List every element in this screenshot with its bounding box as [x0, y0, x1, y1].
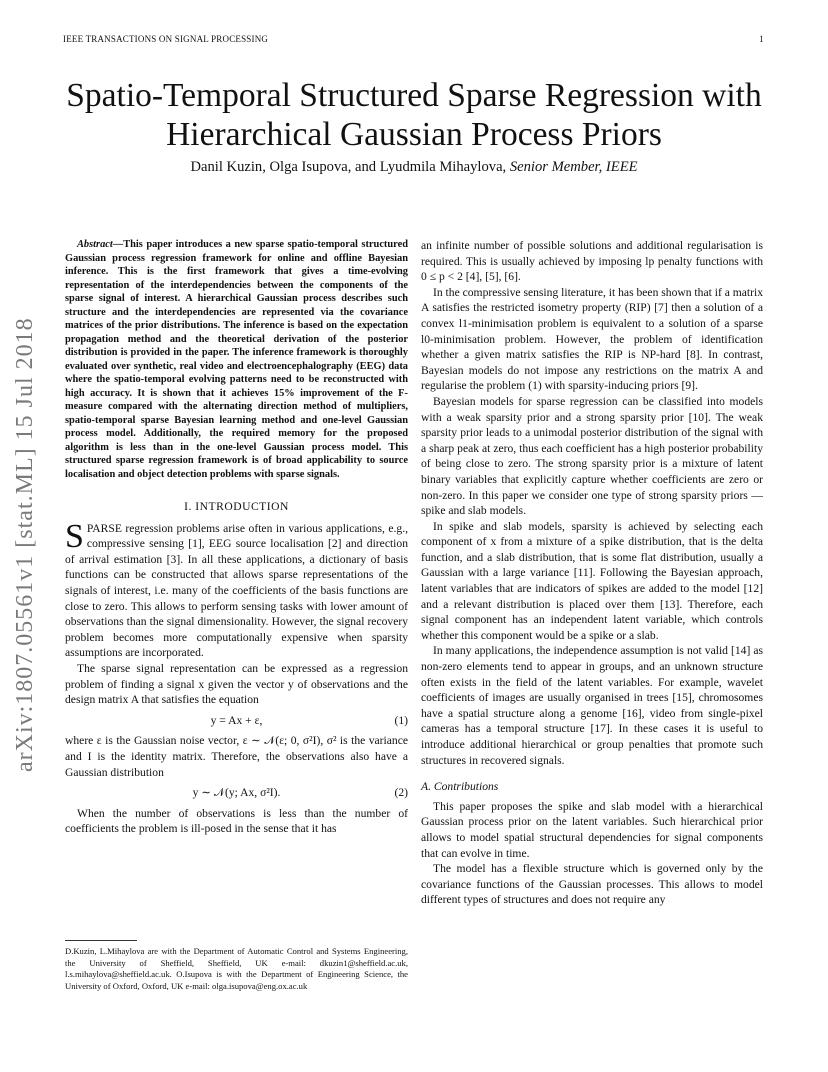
abstract	[65, 238, 408, 481]
intro-paragraph-2: The sparse signal representation can be expressed as a regression problem of finding a signal x given the vector y of observations and the design matrix A that satisfies the equation	[65, 661, 408, 707]
intro-paragraph-1	[65, 517, 408, 661]
author-line	[40, 159, 788, 176]
affiliation-footnote: D.Kuzin, L.Mihaylova are with the Department of Automatic Control and Systems Engineering, the University of Sheffield, Sheffield, UK e-mail: dkuzin1@sheffield.ac.uk, l.s.mihaylova@sheffield.ac.uk. O.Isupova is with the Department of Engineering Science, the University of Oxford, Oxford, UK e-mail: olga.isupova@eng.ox.ac.uk	[65, 946, 408, 991]
right-paragraph-3: Bayesian models for sparse regression can be classified into models with a weak sparsity prior and a strong sparsity prior [10]. The weak sparsity prior leads to a unimodal posterior distribution of the signal with a sharp peak at zero, thus each coefficient has a high posterior probability of being close to zero. The strong sparsity prior is a mixture of latent binary variables that explicitly capture whether coefficients are zero or non-zero. In this paper we consider one type of strong sparsity priors — spike and slab models.	[421, 394, 763, 518]
equation-1-number: (1)	[394, 713, 408, 727]
paper-title: Spatio-Temporal Structured Sparse Regression with Hierarchical Gaussian Process Priors	[66, 77, 762, 153]
left-column	[65, 238, 408, 837]
equation-1-body: y = Ax + ε,	[210, 713, 263, 727]
equation-2-body: y ∼ 𝒩(y; Ax, σ²I).	[192, 786, 281, 800]
right-paragraph-7: The model has a flexible structure which is governed only by the covariance functions of the Gaussian processes. This allows to model different types of structures and does not require any	[421, 862, 763, 907]
right-paragraph-4: In spike and slab models, sparsity is achieved by selecting each component of x from a mixture of a spike distribution, that is the delta function, and a slab distribution, that is some flat distribution, usually a Gaussian with a large variance [11]. Following the Bayesian approach, latent variables that are indicators of spikes are added to the model [12] and a relevant distribution is placed over them [13]. Therefore, each signal component has an independent latent variable, which controls whether this component would be a spike or a slab.	[421, 519, 763, 642]
right-paragraph-6: This paper proposes the spike and slab model with a hierarchical Gaussian process prior on the latent variables. Such hierarchical prior allows to model spatial structural dependencies for signal components that can evolve in time.	[421, 799, 763, 860]
abstract-text: —This paper introduces a new sparse spatio-temporal structured Gaussian process regression framework for online and offline Bayesian inference. This is the first framework that gives a time-evolving representation of the interdependencies between the components of the sparse signal of interest. A hierarchical Gaussian process describes such structure and the interdependencies are represented via the covariance matrices of the prior distributions. The inference is based on the expectation propagation method and the theoretical derivation of the posterior distribution is provided in the paper. The inference framework is thoroughly evaluated over synthetic, real video and electroencephalography (EEG) data where the spatio-temporal evolving patterns need to be reconstructed with high accuracy. It is shown that it achieves 15% improvement of the F-measure compared with the alternating direction method of multipliers, spatio-temporal sparse Bayesian learning method and one-level Gaussian process model. Additionally, the required memory for the proposed algorithm is less than in the one-level Gaussian process model. This structured sparse regression framework is of broad applicability to source localisation and object detection problems with sparse signals.	[65, 239, 408, 480]
section-heading-introduction: I. INTRODUCTION	[184, 500, 289, 513]
author-membership: Senior Member, IEEE	[509, 159, 638, 175]
equation-1	[65, 713, 408, 729]
subsection-heading-contributions: A. Contributions	[421, 780, 499, 794]
arxiv-stamp: arXiv:1807.05561v1 [stat.ML] 15 Jul 2018	[12, 317, 38, 772]
right-column	[421, 238, 763, 908]
equation-2	[65, 785, 408, 801]
right-paragraph-5: In many applications, the independence assumption is not valid [14] as non-zero elements tend to appear in groups, and an unknown structure often exists in the field of the latent variables. For example, wavelet coefficients of images are usually organised in trees [15], chromosomes have a spatial structure along a genome [16], video from single-pixel cameras has a temporal structure [17]. In these cases it is useful to introduce additional hierarchical or group penalties that promote such structures in recovered signals.	[421, 644, 763, 767]
right-paragraph-2: In the compressive sensing literature, it has been shown that if a matrix A satisfies the restricted isometry property (RIP) [7] then a solution of a convex l1-minimisation problem is equivalent to a solution of a sparse l0-minimisation problem. However, the problem of identification whether a given matrix satisfies the RIP is NP-hard [8]. In contrast, Bayesian models do not impose any restrictions on the matrix A and regularise the problem (1) with sparsity-inducing priors [9].	[421, 285, 764, 393]
abstract-label: Abstract	[77, 239, 113, 250]
footnote-rule	[65, 940, 137, 941]
running-header: IEEE TRANSACTIONS ON SIGNAL PROCESSING	[63, 34, 269, 44]
right-paragraph-1: an infinite number of possible solutions and additional regularisation is required. This is usually achieved by imposing lp penalty functions with 0 ≤ p < 2 [4], [5], [6].	[421, 239, 763, 284]
intro-paragraph-3: where ε is the Gaussian noise vector, ε ∼ 𝒩(ε; 0, σ²I), σ² is the variance and I is the identity matrix. Therefore, the observations also have a Gaussian distribution	[65, 734, 408, 779]
intro-paragraph-4: When the number of observations is less than the number of coefficients the problem is ill-posed in the sense that it has	[65, 806, 408, 836]
author-names: Danil Kuzin, Olga Isupova, and Lyudmila Mihaylova,	[190, 159, 507, 175]
intro-p1-text: PARSE regression problems arise often in various applications, e.g., compressive sensing [1], EEG source localisation [2] and direction of arrival estimation [3]. In all these applications, a dictionary of basis functions can be constructed that allows sparse representations of the signals of interest, i.e. many of the coefficients of the basis functions are close to zero. This allows to perform sensing tasks with lower amount of observations than the signal dimensionality. However, the signal recovery problem becomes more computationally expensive when sparsity assumptions are incorporated.	[65, 521, 408, 660]
equation-2-number: (2)	[394, 786, 408, 800]
drop-cap: S	[65, 517, 84, 555]
page-number: 1	[759, 34, 764, 44]
